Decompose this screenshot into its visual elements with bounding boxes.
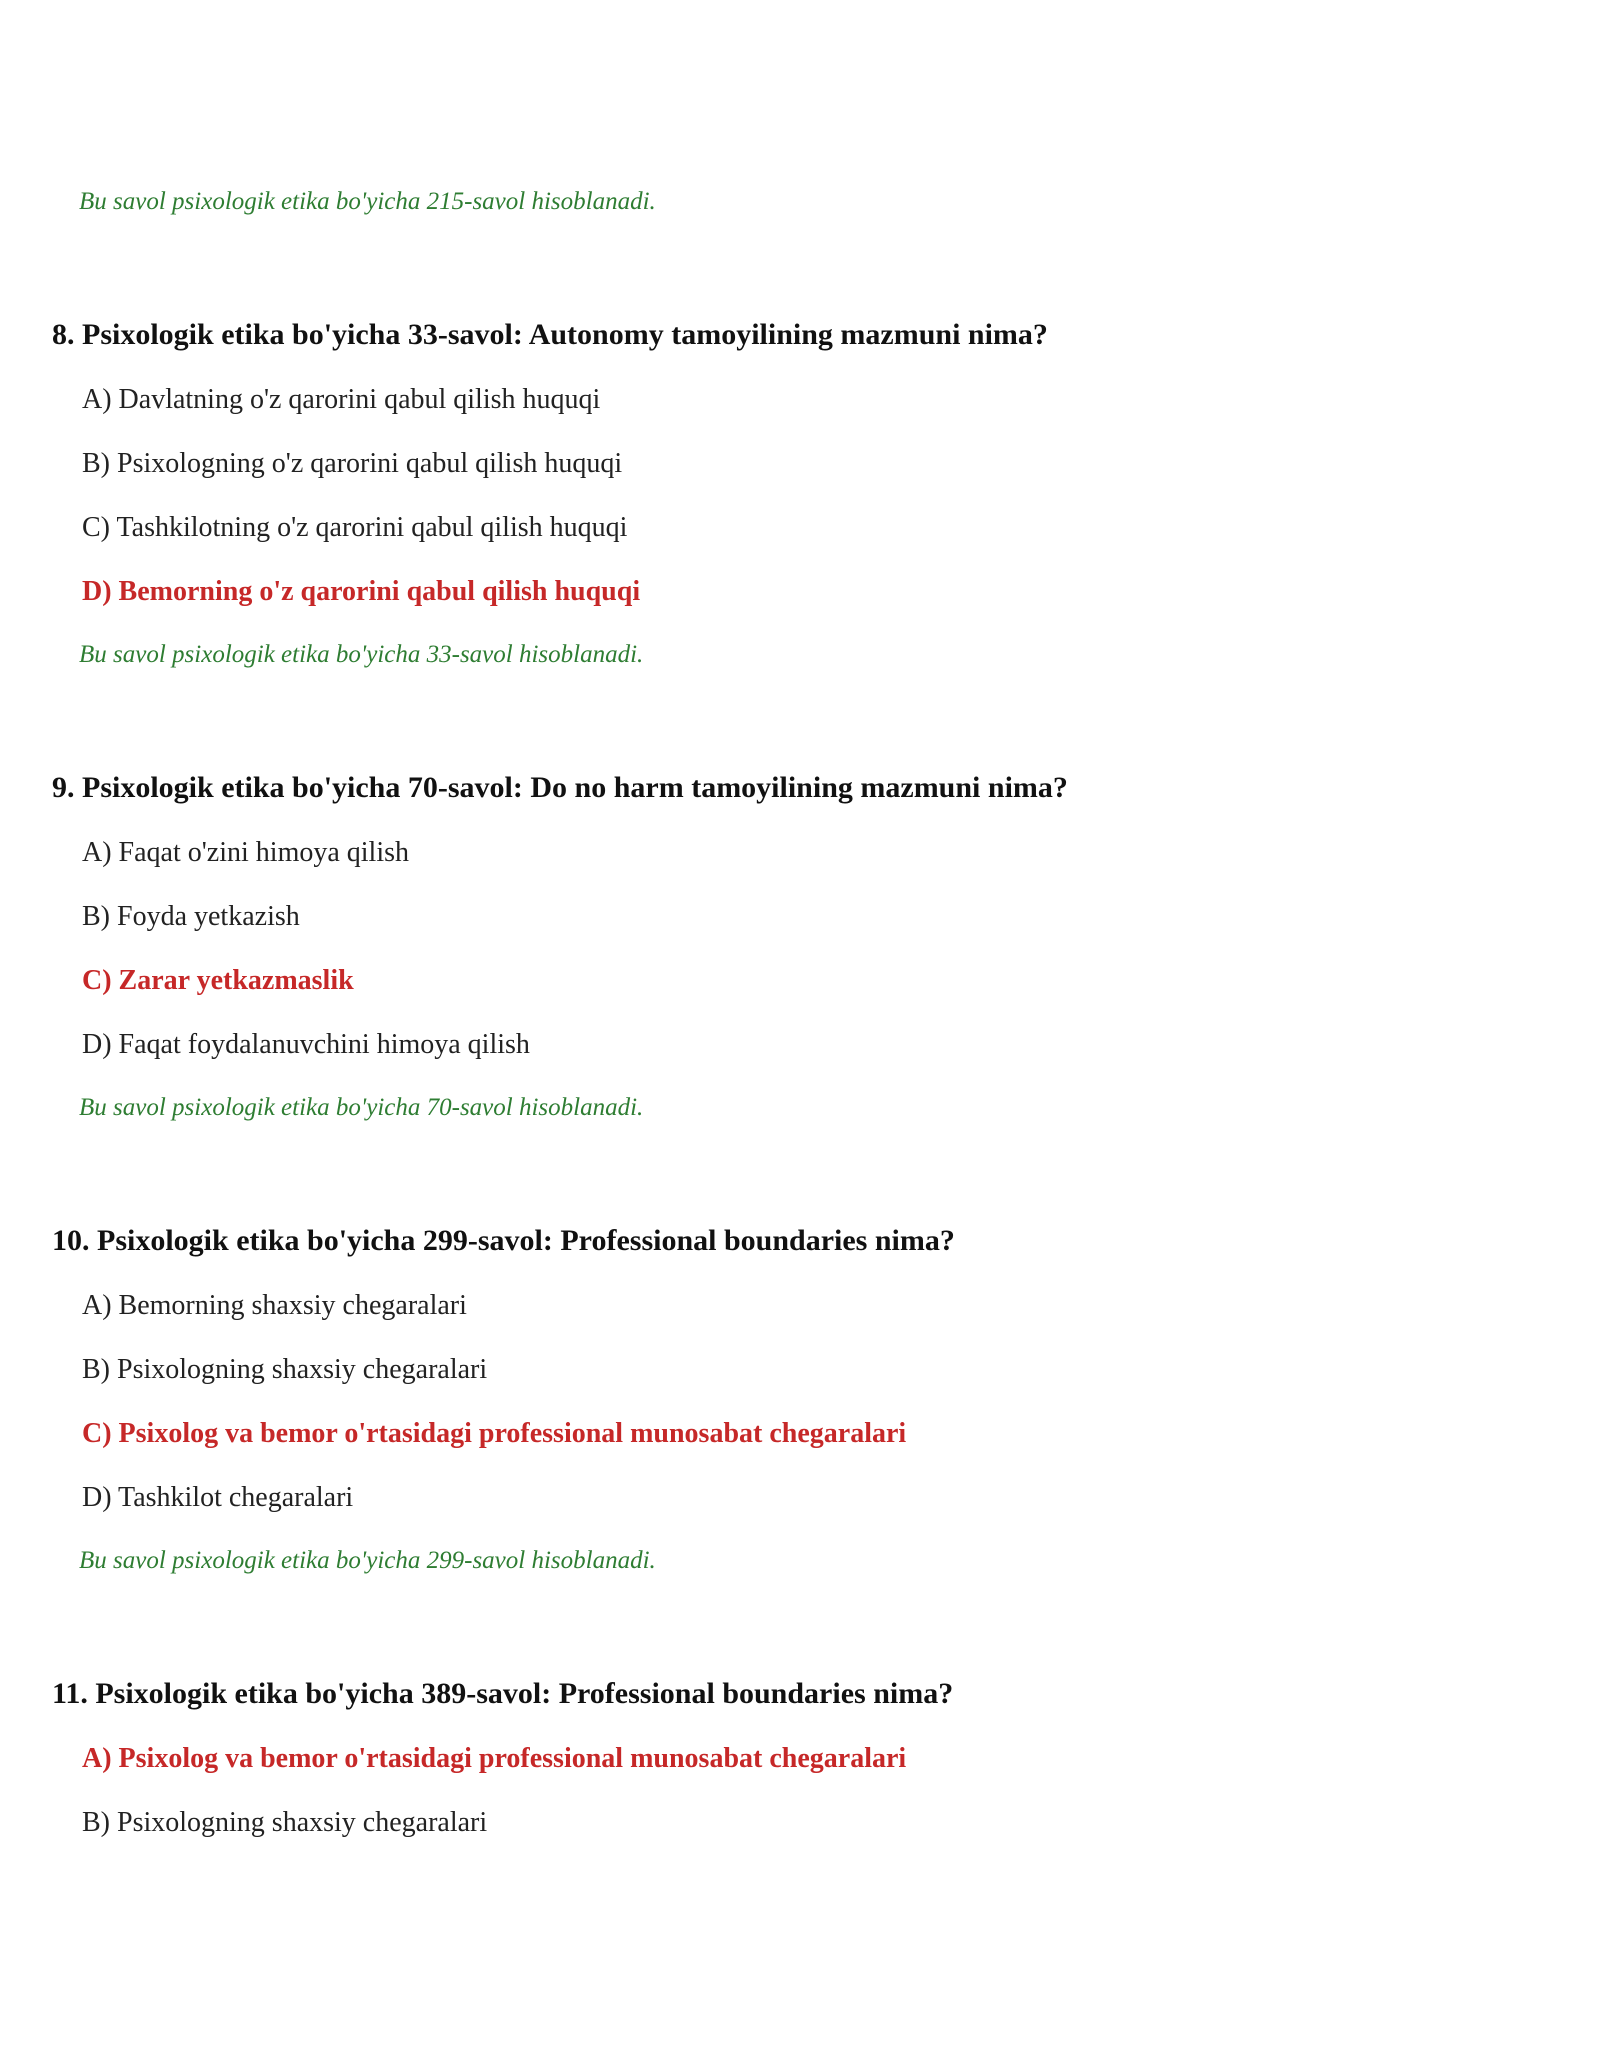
question-8-option-c: C) Tashkilotning o'z qarorini qabul qilish huquqi (82, 512, 628, 543)
question-10-option-d: D) Tashkilot chegaralari (82, 1482, 354, 1513)
question-9-option-b: B) Foyda yetkazish (82, 901, 300, 932)
question-8-option-b: B) Psixologning o'z qarorini qabul qilish huquqi (82, 448, 623, 479)
top-note: Bu savol psixologik etika bo'yicha 215-savol hisoblanadi. (79, 188, 656, 215)
question-9-option-d: D) Faqat foydalanuvchini himoya qilish (82, 1029, 530, 1060)
question-10-option-b: B) Psixologning shaxsiy chegaralari (82, 1354, 488, 1385)
question-10-note: Bu savol psixologik etika bo'yicha 299-savol hisoblanadi. (79, 1547, 656, 1574)
question-11-title: 11. Psixologik etika bo'yicha 389-savol: Professional boundaries nima? (52, 1677, 954, 1710)
question-8-note: Bu savol psixologik etika bo'yicha 33-savol hisoblanadi. (79, 641, 644, 668)
question-10-option-a: A) Bemorning shaxsiy chegaralari (82, 1290, 467, 1321)
question-9-title: 9. Psixologik etika bo'yicha 70-savol: Do no harm tamoyilining mazmuni nima? (52, 771, 1068, 804)
question-11-option-a: A) Psixolog va bemor o'rtasidagi professional munosabat chegaralari (82, 1743, 907, 1774)
question-8-title: 8. Psixologik etika bo'yicha 33-savol: Autonomy tamoyilining mazmuni nima? (52, 318, 1048, 351)
question-10-title: 10. Psixologik etika bo'yicha 299-savol: Professional boundaries nima? (52, 1224, 955, 1257)
question-11-option-b: B) Psixologning shaxsiy chegaralari (82, 1807, 488, 1838)
question-10-option-c: C) Psixolog va bemor o'rtasidagi professional munosabat chegaralari (82, 1418, 907, 1449)
question-8-option-d: D) Bemorning o'z qarorini qabul qilish huquqi (82, 576, 641, 607)
question-9-option-c: C) Zarar yetkazmaslik (82, 965, 354, 996)
question-8-option-a: A) Davlatning o'z qarorini qabul qilish huquqi (82, 384, 601, 415)
question-9-note: Bu savol psixologik etika bo'yicha 70-savol hisoblanadi. (79, 1094, 644, 1121)
question-9-option-a: A) Faqat o'zini himoya qilish (82, 837, 410, 868)
